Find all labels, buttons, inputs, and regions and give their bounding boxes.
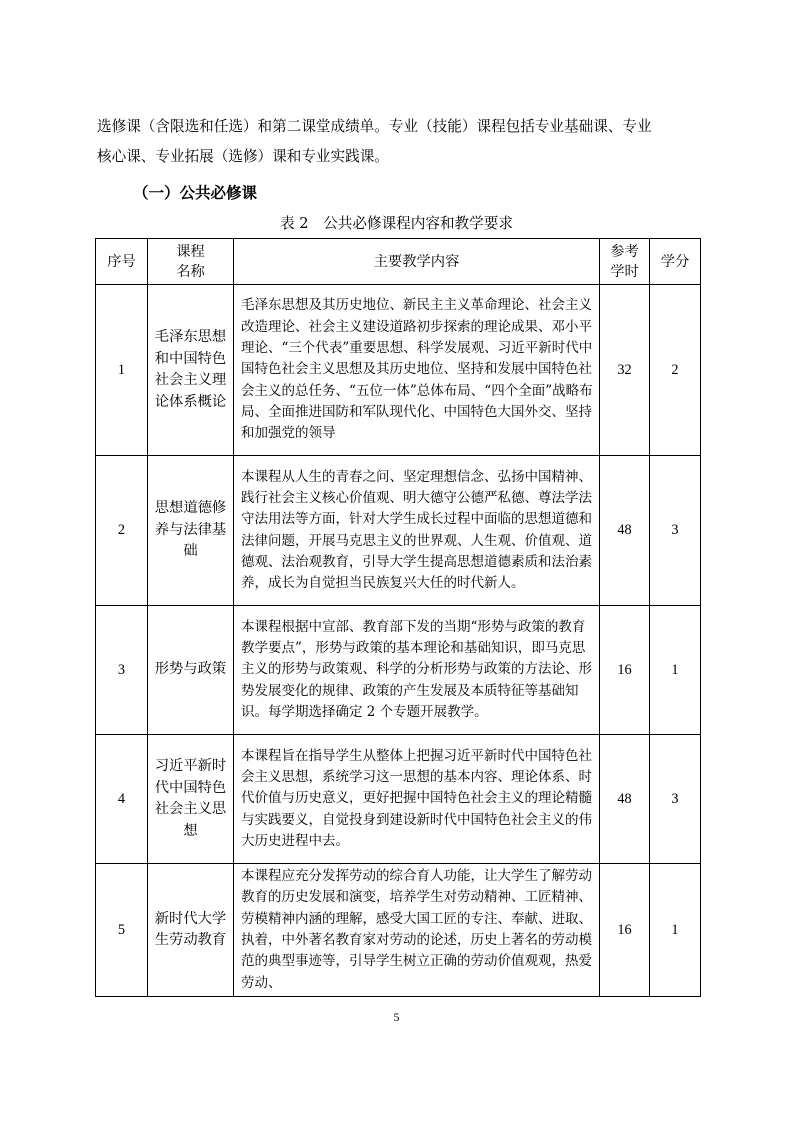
page-number: 5 xyxy=(393,1010,400,1024)
row-seq: 2 xyxy=(96,456,148,606)
section-heading: （一）公共必修课 xyxy=(133,184,258,202)
row-hours: 48 xyxy=(600,735,650,864)
row-credits: 2 xyxy=(650,285,701,456)
row-course-name: 形势与政策 xyxy=(148,606,234,735)
header-hours-line2: 学时 xyxy=(610,263,639,280)
table-row xyxy=(96,864,701,997)
table-row xyxy=(96,606,701,735)
row-seq: 4 xyxy=(96,735,148,864)
table-row xyxy=(96,285,701,456)
header-credits: 学分 xyxy=(650,239,701,285)
intro-line-1: 选修课（含限选和任选）和第二课堂成绩单。专业（技能）课程包括专业基础课、专业 xyxy=(97,118,652,135)
row-content: 本课程旨在指导学生从整体上把握习近平新时代中国特色社会主义思想，系统学习这一思想的基本内容、理论体系、时代价值与历史意义，更好把握中国特色社会主义的理论精髓与实践要义，自觉投身到建设新时代中国特色社会主义的伟大历史进程中去。 xyxy=(234,735,600,864)
header-seq: 序号 xyxy=(96,239,148,285)
row-hours: 16 xyxy=(600,864,650,997)
table-row xyxy=(96,735,701,864)
row-content: 本课程根据中宣部、教育部下发的当期“形势与政策的教育教学要点”，形势与政策的基本理论和基础知识，即马克思主义的形势与政策观、科学的分析形势与政策的方法论、形势发展变化的规律、政策的产生发展及本质特征等基础知识。每学期选择确定 2 个专题开展教学。 xyxy=(234,606,600,735)
table-row xyxy=(96,456,701,606)
header-course-name-line2: 名称 xyxy=(176,263,205,280)
row-course-name: 毛泽东思想和中国特色社会主义理论体系概论 xyxy=(148,285,234,456)
row-content: 本课程从人生的青春之问、坚定理想信念、弘扬中国精神、践行社会主义核心价值观、明大德守公德严私德、尊法学法守法用法等方面，针对大学生成长过程中面临的思想道德和法律问题，开展马克思主义的世界观、人生观、价值观、道德观、法治观教育，引导大学生提高思想道德素质和法治素养，成长为自觉担当民族复兴大任的时代新人。 xyxy=(234,456,600,606)
header-hours xyxy=(600,239,650,285)
intro-paragraph xyxy=(97,112,707,172)
row-course-name: 思想道德修养与法律基础 xyxy=(148,456,234,606)
row-credits: 3 xyxy=(650,456,701,606)
course-table xyxy=(95,238,701,997)
intro-line-2: 核心课、专业拓展（选修）课和专业实践课。 xyxy=(97,148,389,165)
row-content: 毛泽东思想及其历史地位、新民主主义革命理论、社会主义改造理论、社会主义建设道路初步探索的理论成果、邓小平理论、“三个代表”重要思想、科学发展观、习近平新时代中国特色社会主义思想及其历史地位、坚持和发展中国特色社会主义的总任务、“五位一体”总体布局、“四个全面”战略布局、全面推进国防和军队现代化、中国特色大国外交、坚持和加强党的领导 xyxy=(234,285,600,456)
header-course-name-line1: 课程 xyxy=(176,243,205,260)
row-course-name: 习近平新时代中国特色社会主义思想 xyxy=(148,735,234,864)
header-hours-line1: 参考 xyxy=(610,243,639,260)
row-content: 本课程应充分发挥劳动的综合育人功能，让大学生了解劳动教育的历史发展和演变，培养学生对劳动精神、工匠精神、劳模精神内涵的理解，感受大国工匠的专注、奉献、进取、执着，中外著名教育家对劳动的论述，历史上著名的劳动模范的典型事迹等，引导学生树立正确的劳动价值观观，热爱劳动、 xyxy=(234,864,600,997)
row-credits: 1 xyxy=(650,864,701,997)
header-course-name xyxy=(148,239,234,285)
table-header-row xyxy=(96,239,701,285)
row-seq: 5 xyxy=(96,864,148,997)
table-caption: 表 2 公共必修课程内容和教学要求 xyxy=(280,215,513,232)
row-hours: 16 xyxy=(600,606,650,735)
row-hours: 32 xyxy=(600,285,650,456)
row-seq: 1 xyxy=(96,285,148,456)
row-hours: 48 xyxy=(600,456,650,606)
row-course-name: 新时代大学生劳动教育 xyxy=(148,864,234,997)
row-credits: 3 xyxy=(650,735,701,864)
header-content: 主要教学内容 xyxy=(234,239,600,285)
row-seq: 3 xyxy=(96,606,148,735)
row-credits: 1 xyxy=(650,606,701,735)
